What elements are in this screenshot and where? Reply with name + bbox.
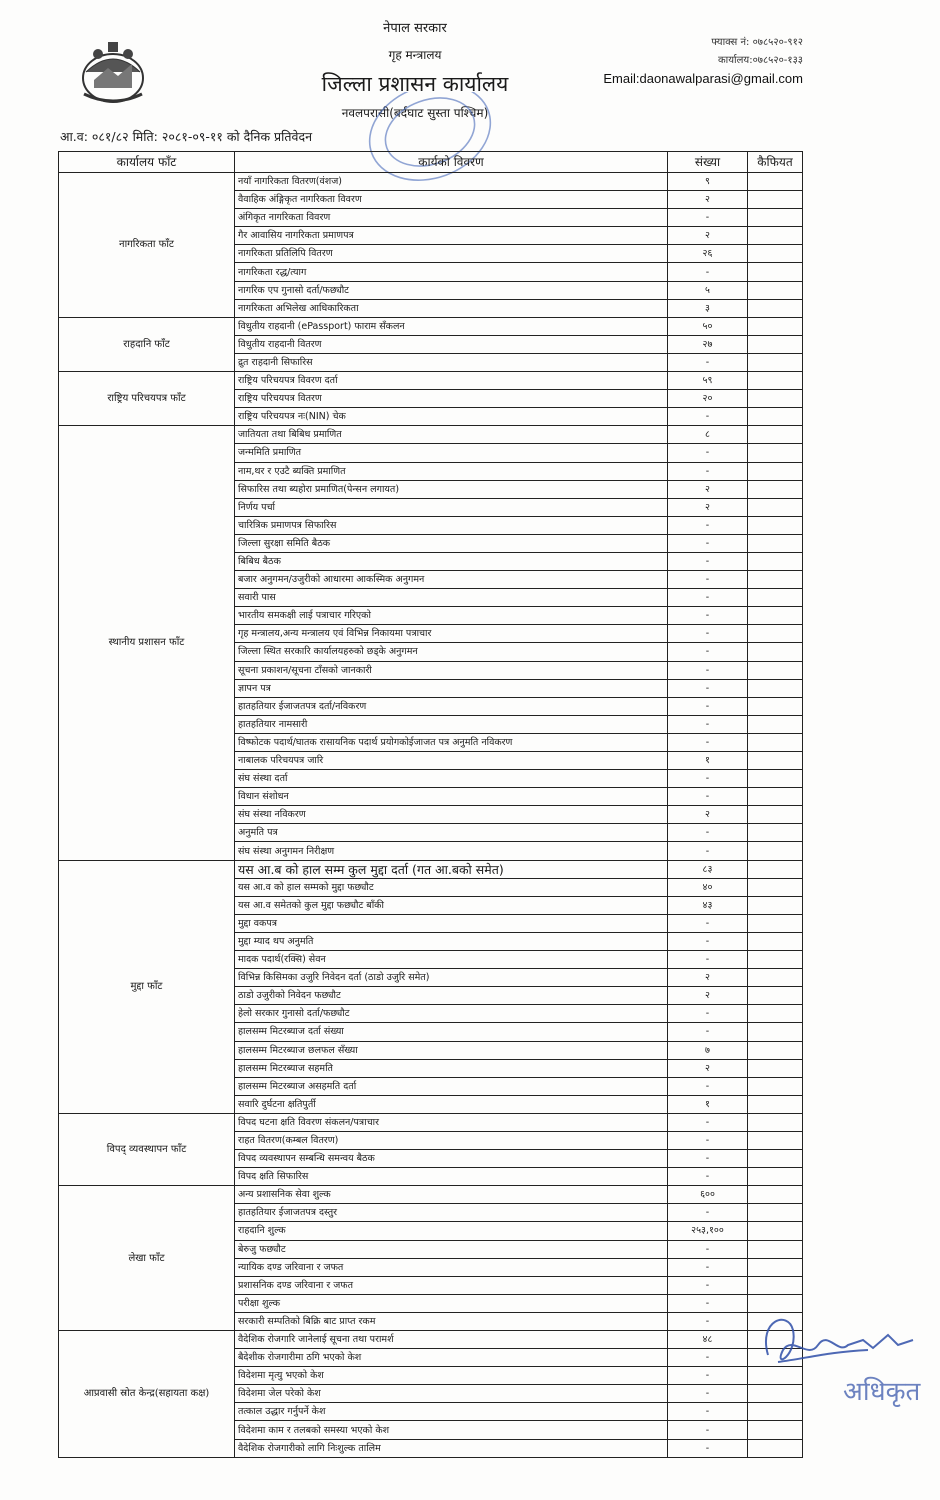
item-remark: [748, 715, 803, 733]
item-count: -: [668, 1403, 748, 1421]
officer-signature: [748, 1300, 933, 1425]
item-remark: [748, 1131, 803, 1149]
table-row: [59, 372, 803, 390]
item-count: -: [668, 1276, 748, 1294]
fax-number: फ्याक्स नं: ०७८५२०-९१२: [711, 37, 803, 48]
item-count: -: [668, 209, 748, 227]
work-item: हालसम्म मिटरब्याज सहमति: [235, 1059, 668, 1077]
email-address: Email:daonawalparasi@gmail.com: [603, 71, 803, 86]
item-count: -: [668, 842, 748, 860]
item-count: -: [668, 444, 748, 462]
item-count: -: [668, 571, 748, 589]
item-count: -: [668, 1168, 748, 1186]
work-item: गृह मन्त्रालय,अन्य मन्त्रालय एवं विभिन्न निकायमा पत्राचार: [235, 625, 668, 643]
item-remark: [748, 571, 803, 589]
item-count: -: [668, 1421, 748, 1439]
item-count: २: [668, 480, 748, 498]
item-remark: [748, 643, 803, 661]
work-item: अनुमति पत्र: [235, 824, 668, 842]
item-remark: [748, 552, 803, 570]
item-remark: [748, 462, 803, 480]
work-item: सवारि दुर्घटना क्षतिपुर्ती: [235, 1095, 668, 1113]
item-remark: [748, 426, 803, 444]
item-count: -: [668, 607, 748, 625]
item-count: -: [668, 263, 748, 281]
item-remark: [748, 969, 803, 987]
work-item: निर्णय पर्चा: [235, 498, 668, 516]
item-count: २७: [668, 335, 748, 353]
item-remark: [748, 1439, 803, 1457]
office-phone: कार्यालय:०७८५२०-१३३: [717, 55, 803, 66]
item-remark: [748, 191, 803, 209]
col-header-section: कार्यालय फाँट: [59, 152, 235, 173]
work-item: नाम,थर र एउटै ब्यक्ति प्रमाणित: [235, 462, 668, 480]
nepal-emblem-logo: [74, 38, 152, 110]
work-item: न्यायिक दण्ड जरिवाना र जफत: [235, 1258, 668, 1276]
work-item: नयाँ नागरिकता वितरण(वंशज): [235, 173, 668, 191]
item-remark: [748, 173, 803, 191]
item-count: -: [668, 661, 748, 679]
item-remark: [748, 770, 803, 788]
work-item: विधुतीय राहदानी (ePassport) फाराम सँकलन: [235, 317, 668, 335]
work-item: मुद्दा वकपत्र: [235, 914, 668, 932]
item-count: -: [668, 552, 748, 570]
work-item: यस आ.ब को हाल सम्म कुल मुद्दा दर्ता (गत आ.बको समेत): [235, 860, 668, 878]
work-item: नागरिकता रद्ध/त्याग: [235, 263, 668, 281]
work-item: ज्ञापन पत्र: [235, 679, 668, 697]
item-count: २: [668, 227, 748, 245]
table-row: [59, 1331, 803, 1349]
item-count: ४८: [668, 1331, 748, 1349]
item-remark: [748, 679, 803, 697]
work-item: राहदानि शुल्क: [235, 1222, 668, 1240]
work-item: भारतीय समकक्षी लाई पत्राचार गरिएको: [235, 607, 668, 625]
work-item: मुद्दा म्याद थप अनुमति: [235, 932, 668, 950]
item-count: १: [668, 1095, 748, 1113]
item-count: २६: [668, 245, 748, 263]
item-count: -: [668, 1385, 748, 1403]
item-count: -: [668, 733, 748, 751]
col-header-remark: कैफियत: [748, 152, 803, 173]
item-remark: [748, 227, 803, 245]
section-name: राहदानि फाँट: [59, 317, 235, 371]
item-count: -: [668, 1077, 748, 1095]
item-remark: [748, 209, 803, 227]
work-item: हेलो सरकार गुनासो दर्ता/फछ्यौट: [235, 1005, 668, 1023]
work-item: राष्ट्रिय परिचयपत्र नः(NIN) चेक: [235, 408, 668, 426]
work-item: राष्ट्रिय परिचयपत्र वितरण: [235, 390, 668, 408]
item-count: -: [668, 679, 748, 697]
work-item: विदेशमा जेल परेको केश: [235, 1385, 668, 1403]
table-row: [59, 317, 803, 335]
item-remark: [748, 733, 803, 751]
item-count: २: [668, 969, 748, 987]
work-item: नागरिकता प्रतिलिपि वितरण: [235, 245, 668, 263]
work-item: संघ संस्था दर्ता: [235, 770, 668, 788]
work-item: चारित्रिक प्रमाणपत्र सिफारिस: [235, 516, 668, 534]
report-title: आ.व: ०८१/८२ मिति: २०८१-०९-११ को दैनिक प्रतिवेदन: [60, 129, 313, 144]
item-remark: [748, 860, 803, 878]
item-count: १: [668, 752, 748, 770]
table-body: [59, 173, 803, 1458]
work-item: जिल्ला सुरक्षा समिति बैठक: [235, 534, 668, 552]
table-row: [59, 1113, 803, 1131]
item-count: ६००: [668, 1186, 748, 1204]
item-count: -: [668, 1258, 748, 1276]
item-remark: [748, 335, 803, 353]
item-count: ४०: [668, 878, 748, 896]
item-count: ३: [668, 299, 748, 317]
work-item: बजार अनुगमन/उजुरीको आधारमा आकस्मिक अनुगमन: [235, 571, 668, 589]
item-remark: [748, 245, 803, 263]
item-remark: [748, 372, 803, 390]
item-count: ७: [668, 1041, 748, 1059]
item-count: ५९: [668, 372, 748, 390]
ministry-name: गृह मन्त्रालय: [388, 48, 442, 62]
work-item: परीक्षा शुल्क: [235, 1294, 668, 1312]
signature-label: अधिकृत: [843, 1377, 921, 1407]
item-remark: [748, 516, 803, 534]
item-count: -: [668, 788, 748, 806]
item-remark: [748, 1113, 803, 1131]
work-item: हातहतियार नामसारी: [235, 715, 668, 733]
item-remark: [748, 914, 803, 932]
item-count: -: [668, 914, 748, 932]
work-item: विपद घटना क्षति विवरण संकलन/पत्राचार: [235, 1113, 668, 1131]
section-name: स्थानीय प्रशासन फाँट: [59, 426, 235, 860]
col-header-work: कार्यको विवरण: [235, 152, 668, 173]
item-count: -: [668, 824, 748, 842]
section-name: नागरिकता फाँट: [59, 173, 235, 318]
work-item: वैदेशिक रोजगारीको लागि निःशुल्क तालिम: [235, 1439, 668, 1457]
item-count: २: [668, 498, 748, 516]
item-count: -: [668, 932, 748, 950]
item-count: -: [668, 1023, 748, 1041]
item-remark: [748, 1005, 803, 1023]
item-remark: [748, 299, 803, 317]
item-count: २: [668, 987, 748, 1005]
item-count: -: [668, 715, 748, 733]
item-count: -: [668, 1367, 748, 1385]
work-item: विपद व्यवस्थापन सम्बन्धि समन्वय बैठक: [235, 1150, 668, 1168]
item-count: ५: [668, 281, 748, 299]
item-count: ४३: [668, 896, 748, 914]
item-remark: [748, 281, 803, 299]
work-item: हातहतियार ईजाजतपत्र दस्तुर: [235, 1204, 668, 1222]
item-count: -: [668, 625, 748, 643]
table-row: [59, 860, 803, 878]
item-count: -: [668, 697, 748, 715]
table-row: [59, 173, 803, 191]
section-name: आप्रवासी स्रोत केन्द्र(सहायता कक्ष): [59, 1331, 235, 1458]
daily-report-table: [58, 151, 803, 1458]
col-header-count: संख्या: [668, 152, 748, 173]
item-remark: [748, 353, 803, 371]
item-remark: [748, 1077, 803, 1095]
office-name: जिल्ला प्रशासन कार्यालय: [321, 72, 509, 96]
item-remark: [748, 951, 803, 969]
work-item: प्रशासनिक दण्ड जरिवाना र जफत: [235, 1276, 668, 1294]
item-count: -: [668, 408, 748, 426]
work-item: हातहतियार ईजाजतपत्र दर्ता/नविकरण: [235, 697, 668, 715]
work-item: अन्य प्रशासनिक सेवा शुल्क: [235, 1186, 668, 1204]
work-item: नाबालक परिचयपत्र जारि: [235, 752, 668, 770]
item-count: ५०: [668, 317, 748, 335]
work-item: जन्ममिति प्रमाणित: [235, 444, 668, 462]
work-item: बैदेशीक रोजगारीमा ठगि भएको केश: [235, 1349, 668, 1367]
item-count: -: [668, 1294, 748, 1312]
item-count: २: [668, 1059, 748, 1077]
item-remark: [748, 788, 803, 806]
work-item: विदेशमा काम र तलबको समस्या भएको केश: [235, 1421, 668, 1439]
work-item: बिबिध बैठक: [235, 552, 668, 570]
work-item: वैवाहिक अंङ्गिकृत नागरिकता विवरण: [235, 191, 668, 209]
work-item: नागरिकता अभिलेख आधिकारिकता: [235, 299, 668, 317]
item-remark: [748, 263, 803, 281]
item-remark: [748, 1168, 803, 1186]
contact-info: [603, 34, 803, 88]
work-item: विपद क्षति सिफारिस: [235, 1168, 668, 1186]
item-remark: [748, 987, 803, 1005]
item-count: -: [668, 1131, 748, 1149]
item-remark: [748, 896, 803, 914]
item-count: २: [668, 806, 748, 824]
item-count: -: [668, 1005, 748, 1023]
item-count: -: [668, 1204, 748, 1222]
work-item: द्रुत राहदानी सिफारिस: [235, 353, 668, 371]
item-remark: [748, 1041, 803, 1059]
work-item: सरकारी सम्पतिको बिक्रि बाट प्राप्त रकम: [235, 1312, 668, 1330]
item-count: -: [668, 534, 748, 552]
work-item: मादक पदार्थ(रक्सि) सेवन: [235, 951, 668, 969]
work-item: नागरिक एप गुनासो दर्ता/फछ्यौट: [235, 281, 668, 299]
section-name: मुद्दा फाँट: [59, 860, 235, 1113]
item-remark: [748, 842, 803, 860]
item-remark: [748, 661, 803, 679]
item-remark: [748, 589, 803, 607]
item-remark: [748, 1276, 803, 1294]
work-item: विभिन्न किसिमका उजुरि निवेदन दर्ता (ठाडो उजुरि समेत): [235, 969, 668, 987]
item-remark: [748, 480, 803, 498]
item-count: -: [668, 1150, 748, 1168]
item-remark: [748, 534, 803, 552]
table-row: [59, 1186, 803, 1204]
work-item: जिल्ला स्थित सरकारि कार्यालयहरुको छड्के अनुगमन: [235, 643, 668, 661]
item-remark: [748, 625, 803, 643]
section-name: राष्ट्रिय परिचयपत्र फाँट: [59, 372, 235, 426]
item-remark: [748, 1059, 803, 1077]
work-item: गैर आवासिय नागरिकता प्रमाणपत्र: [235, 227, 668, 245]
work-item: अंगिकृत नागरिकता विवरण: [235, 209, 668, 227]
item-remark: [748, 1258, 803, 1276]
item-count: -: [668, 462, 748, 480]
item-count: २: [668, 191, 748, 209]
item-count: ९: [668, 173, 748, 191]
work-item: संघ संस्था अनुगमन निरीक्षण: [235, 842, 668, 860]
item-count: -: [668, 589, 748, 607]
work-item: यस आ.व समेतको कुल मुद्दा फछ्यौट बाँकी: [235, 896, 668, 914]
item-remark: [748, 1186, 803, 1204]
section-name: विपद् व्यवस्थापन फाँट: [59, 1113, 235, 1185]
work-item: ठाडो उजुरीको निवेदन फछ्यौट: [235, 987, 668, 1005]
table-row: [59, 426, 803, 444]
work-item: सवारी पास: [235, 589, 668, 607]
work-item: विधान संशोधन: [235, 788, 668, 806]
item-count: -: [668, 951, 748, 969]
item-remark: [748, 1095, 803, 1113]
item-count: -: [668, 770, 748, 788]
work-item: यस आ.व को हाल सम्मको मुद्दा फछ्यौट: [235, 878, 668, 896]
item-count: -: [668, 1312, 748, 1330]
item-remark: [748, 1150, 803, 1168]
government-name: नेपाल सरकार: [383, 21, 447, 36]
work-item: राहत वितरण(कम्बल वितरण): [235, 1131, 668, 1149]
work-item: राष्ट्रिय परिचयपत्र विवरण दर्ता: [235, 372, 668, 390]
item-count: ८: [668, 426, 748, 444]
item-count: २०: [668, 390, 748, 408]
item-count: २५३,१००: [668, 1222, 748, 1240]
item-remark: [748, 1204, 803, 1222]
work-item: हालसम्म मिटरब्याज छलफल सँख्या: [235, 1041, 668, 1059]
work-item: हालसम्म मिटरब्याज दर्ता संख्या: [235, 1023, 668, 1041]
item-remark: [748, 498, 803, 516]
item-count: -: [668, 516, 748, 534]
item-remark: [748, 1240, 803, 1258]
district-name: नवलपरासी(बर्दघाट सुस्ता पश्चिम): [341, 106, 489, 120]
item-remark: [748, 878, 803, 896]
item-remark: [748, 390, 803, 408]
work-item: संघ संस्था नविकरण: [235, 806, 668, 824]
work-item: सूचना प्रकाशन/सूचना टाँसको जानकारी: [235, 661, 668, 679]
section-name: लेखा फाँट: [59, 1186, 235, 1331]
item-count: ८३: [668, 860, 748, 878]
item-remark: [748, 1222, 803, 1240]
table-header-row: [59, 152, 803, 173]
item-remark: [748, 408, 803, 426]
item-count: -: [668, 1113, 748, 1131]
work-item: तत्काल उद्धार गर्नुपर्ने केश: [235, 1403, 668, 1421]
work-item: विधुतीय राहदानी वितरण: [235, 335, 668, 353]
item-count: -: [668, 1439, 748, 1457]
item-remark: [748, 752, 803, 770]
work-item: विष्फोटक पदार्थ/घातक रासायनिक पदार्थ प्रयोगकोईजाजत पत्र अनुमति नविकरण: [235, 733, 668, 751]
item-count: -: [668, 643, 748, 661]
work-item: जातियता तथा बिबिध प्रमाणित: [235, 426, 668, 444]
item-remark: [748, 444, 803, 462]
item-remark: [748, 932, 803, 950]
work-item: बेरुजु फछ्यौट: [235, 1240, 668, 1258]
item-remark: [748, 317, 803, 335]
item-count: -: [668, 353, 748, 371]
work-item: विदेशमा मृत्यु भएको केश: [235, 1367, 668, 1385]
item-remark: [748, 806, 803, 824]
item-remark: [748, 697, 803, 715]
work-item: सिफारिस तथा ब्यहोरा प्रमाणित(पेन्सन लगायत): [235, 480, 668, 498]
item-count: -: [668, 1240, 748, 1258]
work-item: वैदेशिक रोजगारि जानेलाई सूचना तथा परामर्श: [235, 1331, 668, 1349]
work-item: हालसम्म मिटरब्याज असहमति दर्ता: [235, 1077, 668, 1095]
item-count: -: [668, 1349, 748, 1367]
item-remark: [748, 824, 803, 842]
item-remark: [748, 1023, 803, 1041]
item-remark: [748, 607, 803, 625]
